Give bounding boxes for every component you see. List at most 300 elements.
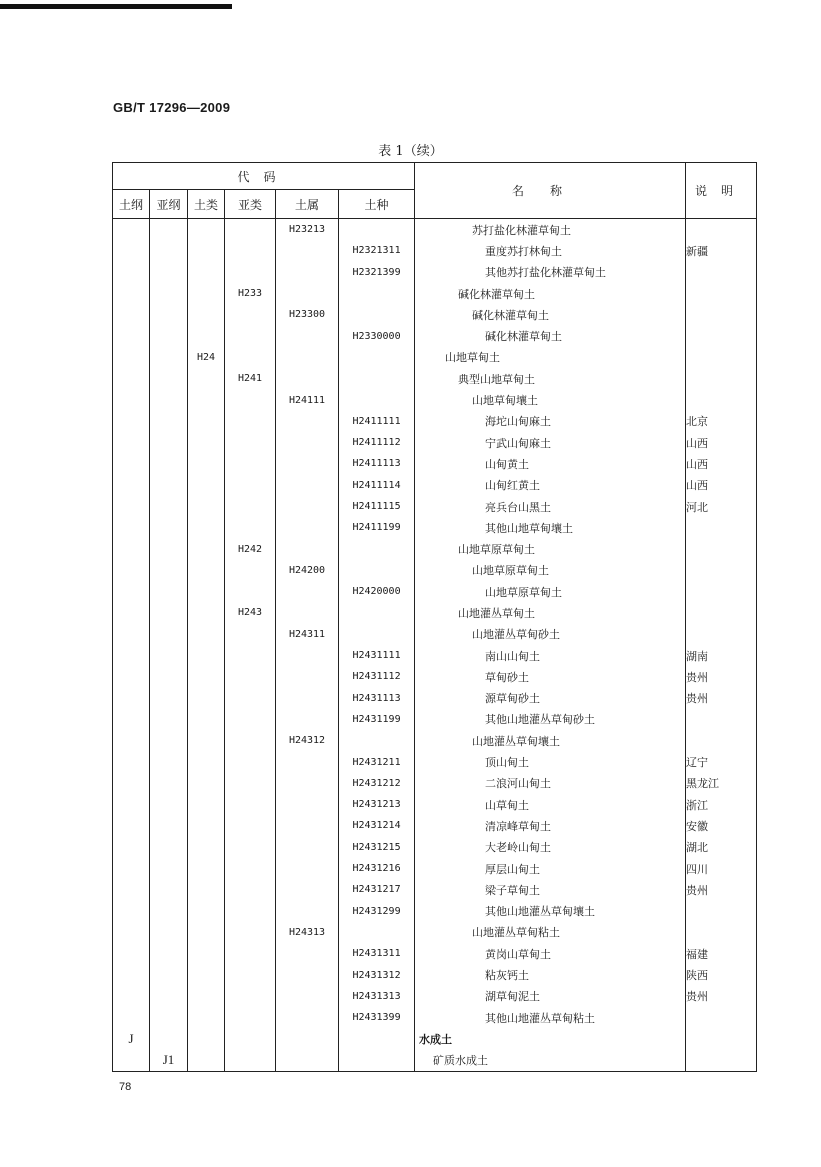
- name-cell: 亮兵台山黑土: [415, 496, 686, 517]
- code-cell: H2431216: [339, 858, 415, 879]
- empty-cell: [188, 1007, 225, 1028]
- name-cell: 碱化林灌草甸土: [415, 283, 686, 304]
- code-cell: H2431111: [339, 645, 415, 666]
- name-cell: 梁子草甸土: [415, 879, 686, 900]
- name-cell: 其他苏打盐化林灌草甸土: [415, 262, 686, 283]
- empty-cell: [113, 368, 150, 389]
- table-body: [113, 219, 757, 1072]
- empty-cell: [150, 347, 188, 368]
- empty-cell: [276, 837, 339, 858]
- empty-cell: [188, 453, 225, 474]
- note-cell: 福建: [686, 943, 757, 964]
- empty-cell: [188, 304, 225, 325]
- empty-cell: [339, 219, 415, 241]
- note-cell: [686, 1028, 757, 1049]
- empty-cell: [225, 219, 276, 241]
- empty-cell: [276, 581, 339, 602]
- name-cell: 厚层山甸土: [415, 858, 686, 879]
- empty-cell: [339, 624, 415, 645]
- code-cell: H24313: [276, 922, 339, 943]
- note-cell: [686, 602, 757, 623]
- name-cell: 二浪河山甸土: [415, 773, 686, 794]
- empty-cell: [113, 475, 150, 496]
- empty-cell: [339, 368, 415, 389]
- table-row: [113, 304, 757, 325]
- empty-cell: [225, 730, 276, 751]
- code-cell: H233: [225, 283, 276, 304]
- header-level-group: 土类: [188, 190, 225, 219]
- note-cell: [686, 624, 757, 645]
- code-cell: H2411112: [339, 432, 415, 453]
- empty-cell: [188, 581, 225, 602]
- table-row: [113, 624, 757, 645]
- empty-cell: [276, 1028, 339, 1049]
- name-cell: 山地草甸壤土: [415, 389, 686, 410]
- empty-cell: [225, 325, 276, 346]
- empty-cell: [113, 815, 150, 836]
- empty-cell: [150, 262, 188, 283]
- empty-cell: [113, 347, 150, 368]
- code-cell: H2411114: [339, 475, 415, 496]
- empty-cell: [188, 837, 225, 858]
- empty-cell: [150, 624, 188, 645]
- note-cell: [686, 347, 757, 368]
- empty-cell: [339, 304, 415, 325]
- note-cell: 辽宁: [686, 751, 757, 772]
- empty-cell: [188, 325, 225, 346]
- standard-code: GB/T 17296—2009: [113, 100, 231, 115]
- header-level-family: 土属: [276, 190, 339, 219]
- code-cell: H2431112: [339, 666, 415, 687]
- code-cell: H2321399: [339, 262, 415, 283]
- name-cell: 山地灌丛草甸砂土: [415, 624, 686, 645]
- empty-cell: [276, 1007, 339, 1028]
- name-cell: 清凉峰草甸土: [415, 815, 686, 836]
- empty-cell: [150, 240, 188, 261]
- code-cell: H24200: [276, 560, 339, 581]
- empty-cell: [276, 943, 339, 964]
- name-cell: 宁武山甸麻土: [415, 432, 686, 453]
- empty-cell: [113, 624, 150, 645]
- note-cell: [686, 1050, 757, 1072]
- empty-cell: [113, 922, 150, 943]
- code-cell: H2330000: [339, 325, 415, 346]
- name-cell: 山地灌丛草甸粘土: [415, 922, 686, 943]
- empty-cell: [113, 283, 150, 304]
- table-row: [113, 368, 757, 389]
- empty-cell: [188, 879, 225, 900]
- code-cell: H2431199: [339, 709, 415, 730]
- empty-cell: [339, 1028, 415, 1049]
- note-cell: 北京: [686, 411, 757, 432]
- empty-cell: [276, 240, 339, 261]
- note-cell: 山西: [686, 453, 757, 474]
- empty-cell: [276, 688, 339, 709]
- empty-cell: [113, 645, 150, 666]
- table-row: [113, 986, 757, 1007]
- empty-cell: [225, 837, 276, 858]
- name-cell: 湖草甸泥土: [415, 986, 686, 1007]
- name-cell: 典型山地草甸土: [415, 368, 686, 389]
- empty-cell: [150, 411, 188, 432]
- empty-cell: [339, 602, 415, 623]
- name-cell: 顶山甸土: [415, 751, 686, 772]
- empty-cell: [150, 496, 188, 517]
- empty-cell: [150, 602, 188, 623]
- note-cell: 河北: [686, 496, 757, 517]
- table-row: [113, 709, 757, 730]
- empty-cell: [276, 1050, 339, 1072]
- table-row: [113, 837, 757, 858]
- table-row: [113, 666, 757, 687]
- empty-cell: [276, 751, 339, 772]
- code-cell: H2431211: [339, 751, 415, 772]
- name-cell: 山地草原草甸土: [415, 538, 686, 559]
- empty-cell: [225, 901, 276, 922]
- name-cell: 大老岭山甸土: [415, 837, 686, 858]
- empty-cell: [113, 986, 150, 1007]
- table-row: [113, 773, 757, 794]
- empty-cell: [113, 1007, 150, 1028]
- table-row: [113, 475, 757, 496]
- table-row: [113, 688, 757, 709]
- empty-cell: [188, 389, 225, 410]
- name-cell: 草甸砂土: [415, 666, 686, 687]
- empty-cell: [150, 879, 188, 900]
- header-level-subgroup: 亚类: [225, 190, 276, 219]
- empty-cell: [150, 538, 188, 559]
- empty-cell: [188, 922, 225, 943]
- name-cell: 其他山地草甸壤土: [415, 517, 686, 538]
- empty-cell: [150, 666, 188, 687]
- note-cell: [686, 262, 757, 283]
- empty-cell: [276, 325, 339, 346]
- empty-cell: [225, 411, 276, 432]
- empty-cell: [113, 517, 150, 538]
- empty-cell: [188, 624, 225, 645]
- code-cell: J1: [150, 1050, 188, 1072]
- empty-cell: [276, 709, 339, 730]
- empty-cell: [188, 475, 225, 496]
- empty-cell: [225, 964, 276, 985]
- empty-cell: [225, 858, 276, 879]
- top-edge-bar: [0, 4, 232, 9]
- code-cell: H2411115: [339, 496, 415, 517]
- table-row: [113, 1007, 757, 1028]
- table-row: [113, 964, 757, 985]
- empty-cell: [188, 602, 225, 623]
- empty-cell: [225, 475, 276, 496]
- empty-cell: [113, 453, 150, 474]
- empty-cell: [225, 389, 276, 410]
- note-cell: [686, 219, 757, 241]
- empty-cell: [188, 219, 225, 241]
- empty-cell: [150, 645, 188, 666]
- empty-cell: [113, 262, 150, 283]
- empty-cell: [276, 368, 339, 389]
- empty-cell: [113, 411, 150, 432]
- empty-cell: [150, 943, 188, 964]
- code-cell: H241: [225, 368, 276, 389]
- empty-cell: [113, 304, 150, 325]
- table-row: [113, 901, 757, 922]
- table-row: [113, 602, 757, 623]
- note-cell: 山西: [686, 475, 757, 496]
- name-cell: 山地草甸土: [415, 347, 686, 368]
- note-cell: [686, 901, 757, 922]
- empty-cell: [225, 986, 276, 1007]
- empty-cell: [225, 453, 276, 474]
- name-cell: 黄岗山草甸土: [415, 943, 686, 964]
- note-cell: 安徽: [686, 815, 757, 836]
- empty-cell: [188, 517, 225, 538]
- empty-cell: [150, 837, 188, 858]
- empty-cell: [276, 794, 339, 815]
- code-cell: H24312: [276, 730, 339, 751]
- page-number: 78: [119, 1081, 132, 1093]
- empty-cell: [225, 666, 276, 687]
- empty-cell: [225, 1028, 276, 1049]
- empty-cell: [225, 262, 276, 283]
- note-cell: [686, 922, 757, 943]
- empty-cell: [276, 964, 339, 985]
- table-row: [113, 922, 757, 943]
- empty-cell: [188, 1050, 225, 1072]
- code-cell: H242: [225, 538, 276, 559]
- name-cell: 水成土: [415, 1028, 686, 1049]
- empty-cell: [188, 411, 225, 432]
- note-cell: [686, 389, 757, 410]
- note-cell: 山西: [686, 432, 757, 453]
- note-cell: 四川: [686, 858, 757, 879]
- empty-cell: [188, 283, 225, 304]
- table-row: [113, 411, 757, 432]
- empty-cell: [113, 730, 150, 751]
- code-cell: H2431215: [339, 837, 415, 858]
- empty-cell: [188, 645, 225, 666]
- empty-cell: [188, 709, 225, 730]
- empty-cell: [225, 432, 276, 453]
- table-row: [113, 325, 757, 346]
- empty-cell: [113, 240, 150, 261]
- name-cell: 重度苏打林甸土: [415, 240, 686, 261]
- empty-cell: [113, 858, 150, 879]
- note-cell: [686, 538, 757, 559]
- empty-cell: [150, 709, 188, 730]
- table-row: [113, 389, 757, 410]
- code-cell: H2431312: [339, 964, 415, 985]
- code-cell: J: [113, 1028, 150, 1049]
- empty-cell: [188, 964, 225, 985]
- code-cell: H24111: [276, 389, 339, 410]
- table-row: [113, 815, 757, 836]
- empty-cell: [339, 347, 415, 368]
- empty-cell: [113, 709, 150, 730]
- empty-cell: [276, 283, 339, 304]
- empty-cell: [150, 986, 188, 1007]
- code-cell: H24: [188, 347, 225, 368]
- table-row: [113, 751, 757, 772]
- empty-cell: [113, 751, 150, 772]
- empty-cell: [188, 688, 225, 709]
- table-row: [113, 283, 757, 304]
- header-level-suborder: 亚纲: [150, 190, 188, 219]
- name-cell: 其他山地灌丛草甸砂土: [415, 709, 686, 730]
- name-cell: 山甸红黄土: [415, 475, 686, 496]
- code-cell: H2411113: [339, 453, 415, 474]
- empty-cell: [113, 901, 150, 922]
- empty-cell: [150, 560, 188, 581]
- empty-cell: [188, 986, 225, 1007]
- empty-cell: [150, 304, 188, 325]
- table-row: [113, 581, 757, 602]
- empty-cell: [150, 368, 188, 389]
- code-cell: H24311: [276, 624, 339, 645]
- name-cell: 粘灰钙土: [415, 964, 686, 985]
- code-cell: H23300: [276, 304, 339, 325]
- table-row: [113, 645, 757, 666]
- table-row: [113, 453, 757, 474]
- empty-cell: [225, 1050, 276, 1072]
- name-cell: 矿质水成土: [415, 1050, 686, 1072]
- name-cell: 其他山地灌丛草甸粘土: [415, 1007, 686, 1028]
- table-row: [113, 538, 757, 559]
- empty-cell: [150, 1028, 188, 1049]
- empty-cell: [150, 325, 188, 346]
- empty-cell: [225, 922, 276, 943]
- note-cell: 新疆: [686, 240, 757, 261]
- header-level-order: 土纲: [113, 190, 150, 219]
- name-cell: 山地灌丛草甸土: [415, 602, 686, 623]
- empty-cell: [113, 837, 150, 858]
- empty-cell: [339, 283, 415, 304]
- name-cell: 海坨山甸麻土: [415, 411, 686, 432]
- empty-cell: [150, 794, 188, 815]
- empty-cell: [188, 730, 225, 751]
- note-cell: 陕西: [686, 964, 757, 985]
- empty-cell: [150, 730, 188, 751]
- table-row: [113, 879, 757, 900]
- empty-cell: [225, 304, 276, 325]
- empty-cell: [276, 262, 339, 283]
- empty-cell: [150, 475, 188, 496]
- empty-cell: [150, 283, 188, 304]
- empty-cell: [225, 1007, 276, 1028]
- table-row: [113, 347, 757, 368]
- note-cell: 贵州: [686, 688, 757, 709]
- code-cell: H2431213: [339, 794, 415, 815]
- empty-cell: [150, 517, 188, 538]
- empty-cell: [276, 453, 339, 474]
- empty-cell: [113, 773, 150, 794]
- empty-cell: [276, 496, 339, 517]
- note-cell: [686, 283, 757, 304]
- empty-cell: [225, 517, 276, 538]
- code-cell: H2431212: [339, 773, 415, 794]
- header-name: 名称: [415, 163, 686, 219]
- note-cell: [686, 581, 757, 602]
- table-row: [113, 219, 757, 241]
- note-cell: [686, 730, 757, 751]
- empty-cell: [113, 964, 150, 985]
- empty-cell: [276, 517, 339, 538]
- empty-cell: [113, 943, 150, 964]
- code-cell: H2431311: [339, 943, 415, 964]
- note-cell: 贵州: [686, 666, 757, 687]
- empty-cell: [150, 1007, 188, 1028]
- empty-cell: [150, 858, 188, 879]
- empty-cell: [113, 538, 150, 559]
- empty-cell: [113, 879, 150, 900]
- name-cell: 山甸黄土: [415, 453, 686, 474]
- soil-classification-table: [112, 162, 757, 1072]
- table-row: [113, 1028, 757, 1049]
- name-cell: 山草甸土: [415, 794, 686, 815]
- empty-cell: [113, 219, 150, 241]
- empty-cell: [150, 389, 188, 410]
- note-cell: 黑龙江: [686, 773, 757, 794]
- note-cell: [686, 368, 757, 389]
- code-cell: H23213: [276, 219, 339, 241]
- empty-cell: [188, 815, 225, 836]
- code-cell: H243: [225, 602, 276, 623]
- empty-cell: [225, 751, 276, 772]
- name-cell: 南山山甸土: [415, 645, 686, 666]
- code-cell: H2431399: [339, 1007, 415, 1028]
- empty-cell: [150, 453, 188, 474]
- empty-cell: [188, 773, 225, 794]
- note-cell: [686, 517, 757, 538]
- empty-cell: [188, 901, 225, 922]
- code-cell: H2321311: [339, 240, 415, 261]
- table-row: [113, 943, 757, 964]
- header-code-group: 代码: [113, 163, 415, 190]
- empty-cell: [150, 773, 188, 794]
- empty-cell: [339, 560, 415, 581]
- empty-cell: [339, 730, 415, 751]
- table-row: [113, 794, 757, 815]
- empty-cell: [276, 475, 339, 496]
- table-row: [113, 560, 757, 581]
- note-cell: 浙江: [686, 794, 757, 815]
- note-cell: [686, 304, 757, 325]
- empty-cell: [188, 794, 225, 815]
- empty-cell: [276, 645, 339, 666]
- empty-cell: [276, 602, 339, 623]
- name-cell: 碱化林灌草甸土: [415, 304, 686, 325]
- empty-cell: [339, 922, 415, 943]
- empty-cell: [188, 751, 225, 772]
- table-row: [113, 858, 757, 879]
- empty-cell: [225, 815, 276, 836]
- empty-cell: [150, 964, 188, 985]
- empty-cell: [225, 560, 276, 581]
- empty-cell: [225, 240, 276, 261]
- header-level-series: 土种: [339, 190, 415, 219]
- name-cell: 山地草原草甸土: [415, 581, 686, 602]
- note-cell: [686, 560, 757, 581]
- empty-cell: [113, 1050, 150, 1072]
- name-cell: 碱化林灌草甸土: [415, 325, 686, 346]
- empty-cell: [225, 624, 276, 645]
- code-cell: H2431214: [339, 815, 415, 836]
- empty-cell: [150, 815, 188, 836]
- empty-cell: [276, 432, 339, 453]
- empty-cell: [150, 922, 188, 943]
- empty-cell: [113, 325, 150, 346]
- empty-cell: [225, 709, 276, 730]
- empty-cell: [113, 432, 150, 453]
